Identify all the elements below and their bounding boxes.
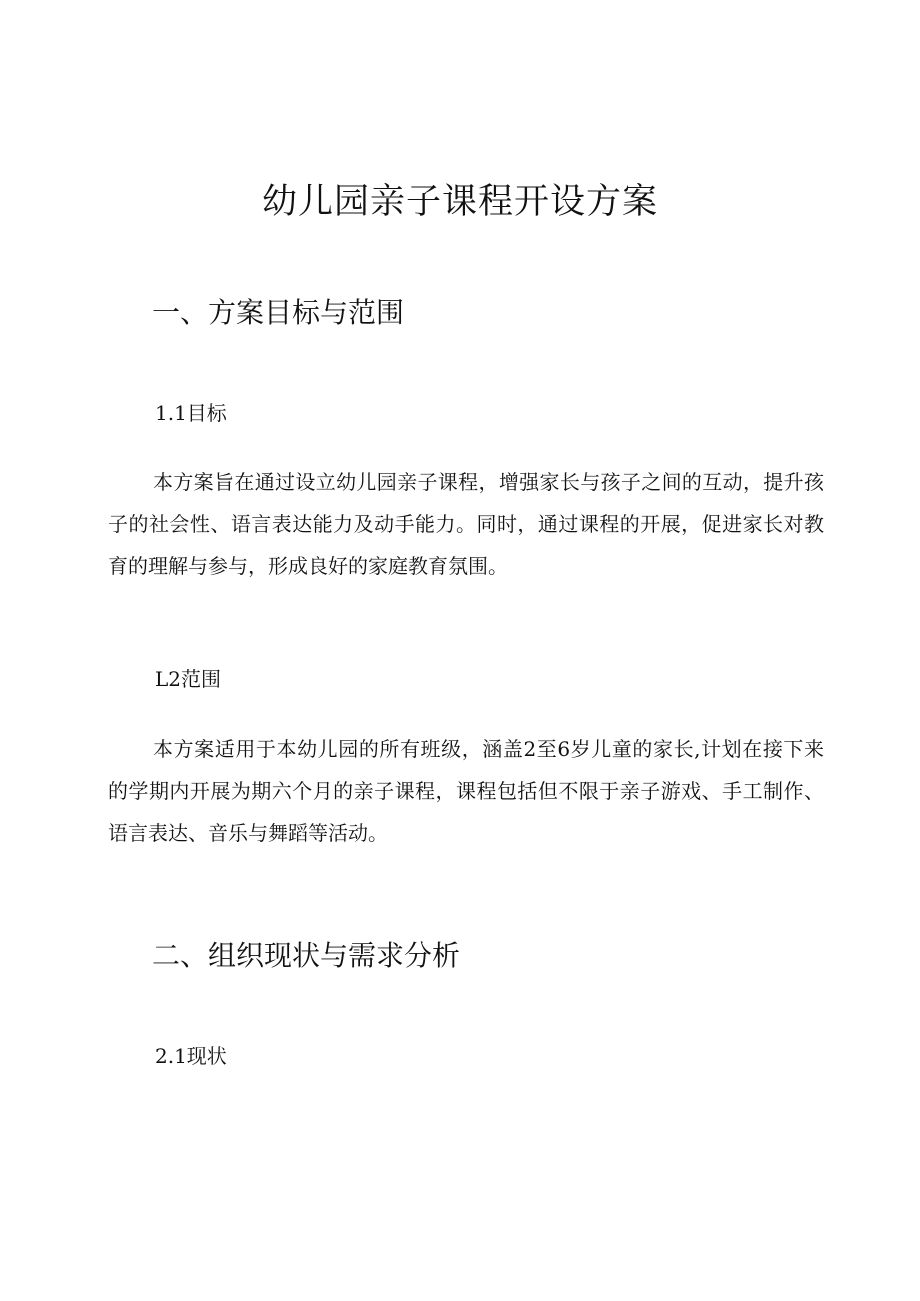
section-heading-2: 二、组织现状与需求分析 [152,939,461,972]
subsection-heading-1-2: L2范围 [155,667,222,691]
paragraph-scope: 本方案适用于本幼儿园的所有班级，涵盖2至6岁儿童的家长,计划在接下来的学期内开展为期六个月的亲子课程，课程包括但不限于亲子游戏、手工制作、语言表达、音乐与舞蹈等活动。 [108,737,824,845]
document-title: 幼儿园亲子课程开设方案 [261,182,658,222]
paragraph-goal: 本方案旨在通过设立幼儿园亲子课程，增强家长与孩子之间的互动，提升孩子的社会性、语言表达能力及动手能力。同时，通过课程的开展，促进家长对教育的理解与参与，形成良好的家庭教育氛围。 [108,470,824,578]
subsection-heading-1-1: 1.1目标 [155,401,227,425]
section-heading-1: 一、方案目标与范围 [152,296,405,329]
subsection-heading-2-1: 2.1现状 [155,1044,227,1068]
